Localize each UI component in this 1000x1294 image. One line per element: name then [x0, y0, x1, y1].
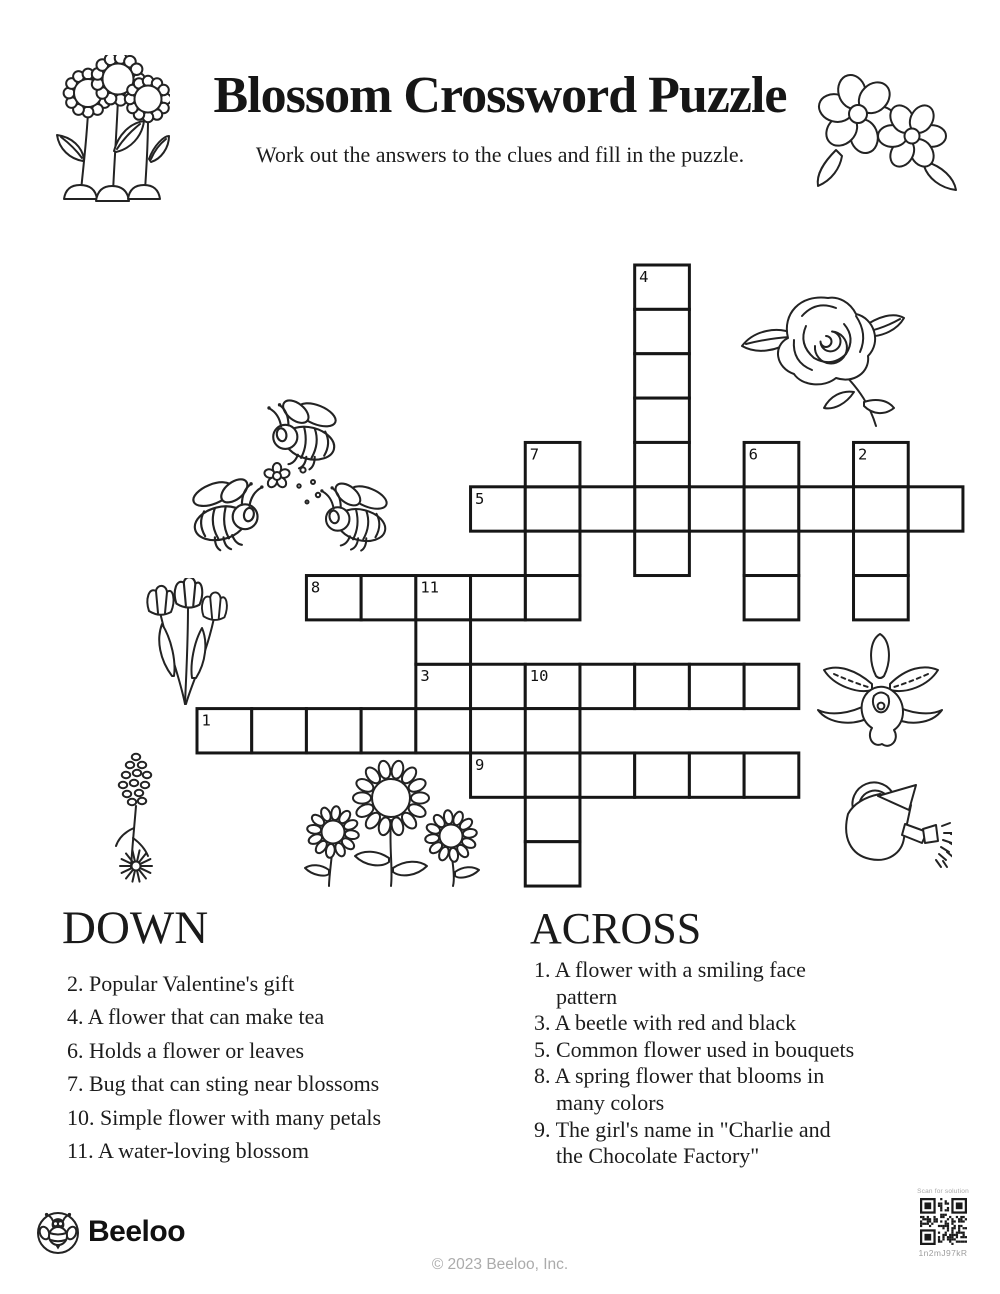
grid-cell[interactable] [471, 664, 526, 708]
grid-cell[interactable] [635, 442, 690, 486]
grid-cell[interactable] [416, 709, 471, 753]
grid-cell[interactable] [525, 709, 580, 753]
grid-cell[interactable] [854, 531, 909, 575]
grid-cell[interactable] [580, 487, 635, 531]
across-clue-list [534, 957, 854, 1170]
page-subtitle: Work out the answers to the clues and fill in the puzzle. [255, 142, 745, 167]
grid-cell[interactable] [744, 753, 799, 797]
qr-code [920, 1198, 967, 1245]
grid-number: 6 [748, 445, 758, 464]
beeloo-bee-logo-icon [34, 1208, 84, 1258]
qr-code-text: 1n2mJ97kR [918, 1248, 968, 1258]
grid-cell[interactable] [635, 354, 690, 398]
grid-cell[interactable] [635, 398, 690, 442]
clue: 3. A beetle with red and black [534, 1010, 797, 1036]
clue: 11. A water-loving blossom [67, 1138, 309, 1164]
grid-cell[interactable] [744, 576, 799, 620]
grid-cell[interactable] [306, 709, 361, 753]
clue: many colors [556, 1089, 665, 1115]
clue: 6. Holds a flower or leaves [67, 1037, 305, 1063]
grid-cell[interactable] [252, 709, 307, 753]
grid-number: 8 [310, 578, 321, 597]
grid-cell[interactable] [689, 664, 744, 708]
grid-cell[interactable] [471, 576, 526, 620]
grid-number: 7 [529, 445, 540, 464]
grid-cell[interactable] [799, 487, 854, 531]
down-heading: DOWN [62, 902, 209, 954]
clue: pattern [556, 983, 618, 1009]
clue: 10. Simple flower with many petals [67, 1104, 382, 1130]
grid-number: 4 [639, 268, 649, 286]
grid-cell[interactable] [854, 576, 909, 620]
clue: 8. A spring flower that blooms in [534, 1063, 825, 1089]
clue: the Chocolate Factory" [556, 1143, 760, 1169]
clue: 7. Bug that can sting near blossoms [67, 1071, 380, 1097]
grid-cell[interactable] [744, 664, 799, 708]
grid-cell[interactable] [744, 531, 799, 575]
clue: 2. Popular Valentine's gift [67, 971, 295, 996]
grid-cell[interactable] [580, 664, 635, 708]
grid-cell[interactable] [635, 531, 690, 575]
crossword-grid[interactable] [195, 263, 967, 889]
grid-cell[interactable] [361, 709, 416, 753]
across-heading: ACROSS [530, 904, 702, 953]
pompom-flowers-icon [52, 55, 170, 203]
grid-cell[interactable] [580, 753, 635, 797]
grid-number: 3 [420, 667, 430, 686]
grid-number: 9 [475, 755, 485, 774]
grid-cell[interactable] [525, 531, 580, 575]
lavender-sprig-icon [106, 750, 166, 884]
grid-cell[interactable] [525, 576, 580, 620]
grid-cell[interactable] [525, 797, 580, 841]
grid-cell[interactable] [908, 487, 963, 531]
copyright-text: © 2023 Beeloo, Inc. [431, 1256, 569, 1273]
grid-number: 1 [201, 711, 211, 730]
grid-cell[interactable] [635, 664, 690, 708]
grid-cell[interactable] [689, 753, 744, 797]
grid-cell[interactable] [525, 487, 580, 531]
grid-cell[interactable] [361, 576, 416, 620]
clue: 1. A flower with a smiling face [534, 957, 806, 982]
clue: 4. A flower that can make tea [67, 1004, 325, 1030]
down-clue-list [67, 967, 381, 1167]
grid-cell[interactable] [525, 842, 580, 886]
page-title: Blossom Crossword Puzzle [213, 67, 787, 124]
clue: 5. Common flower used in bouquets [534, 1036, 855, 1062]
grid-cell[interactable] [854, 487, 909, 531]
grid-cell[interactable] [635, 487, 690, 531]
grid-cell[interactable] [689, 487, 744, 531]
qr-label: Scan for solution [917, 1188, 969, 1195]
grid-cell[interactable] [525, 753, 580, 797]
grid-number: 10 [529, 667, 549, 686]
grid-cell[interactable] [635, 753, 690, 797]
grid-cell[interactable] [416, 620, 471, 664]
grid-number: 2 [858, 445, 868, 464]
qr-block [916, 1188, 970, 1258]
grid-cell[interactable] [635, 309, 690, 353]
grid-number: 5 [475, 489, 485, 508]
pansy-flowers-icon [806, 70, 962, 196]
brand-name: Beeloo [88, 1215, 186, 1248]
grid-number: 11 [420, 578, 440, 597]
clue: 9. The girl's name in "Charlie and [534, 1116, 831, 1142]
grid-cell[interactable] [744, 487, 799, 531]
